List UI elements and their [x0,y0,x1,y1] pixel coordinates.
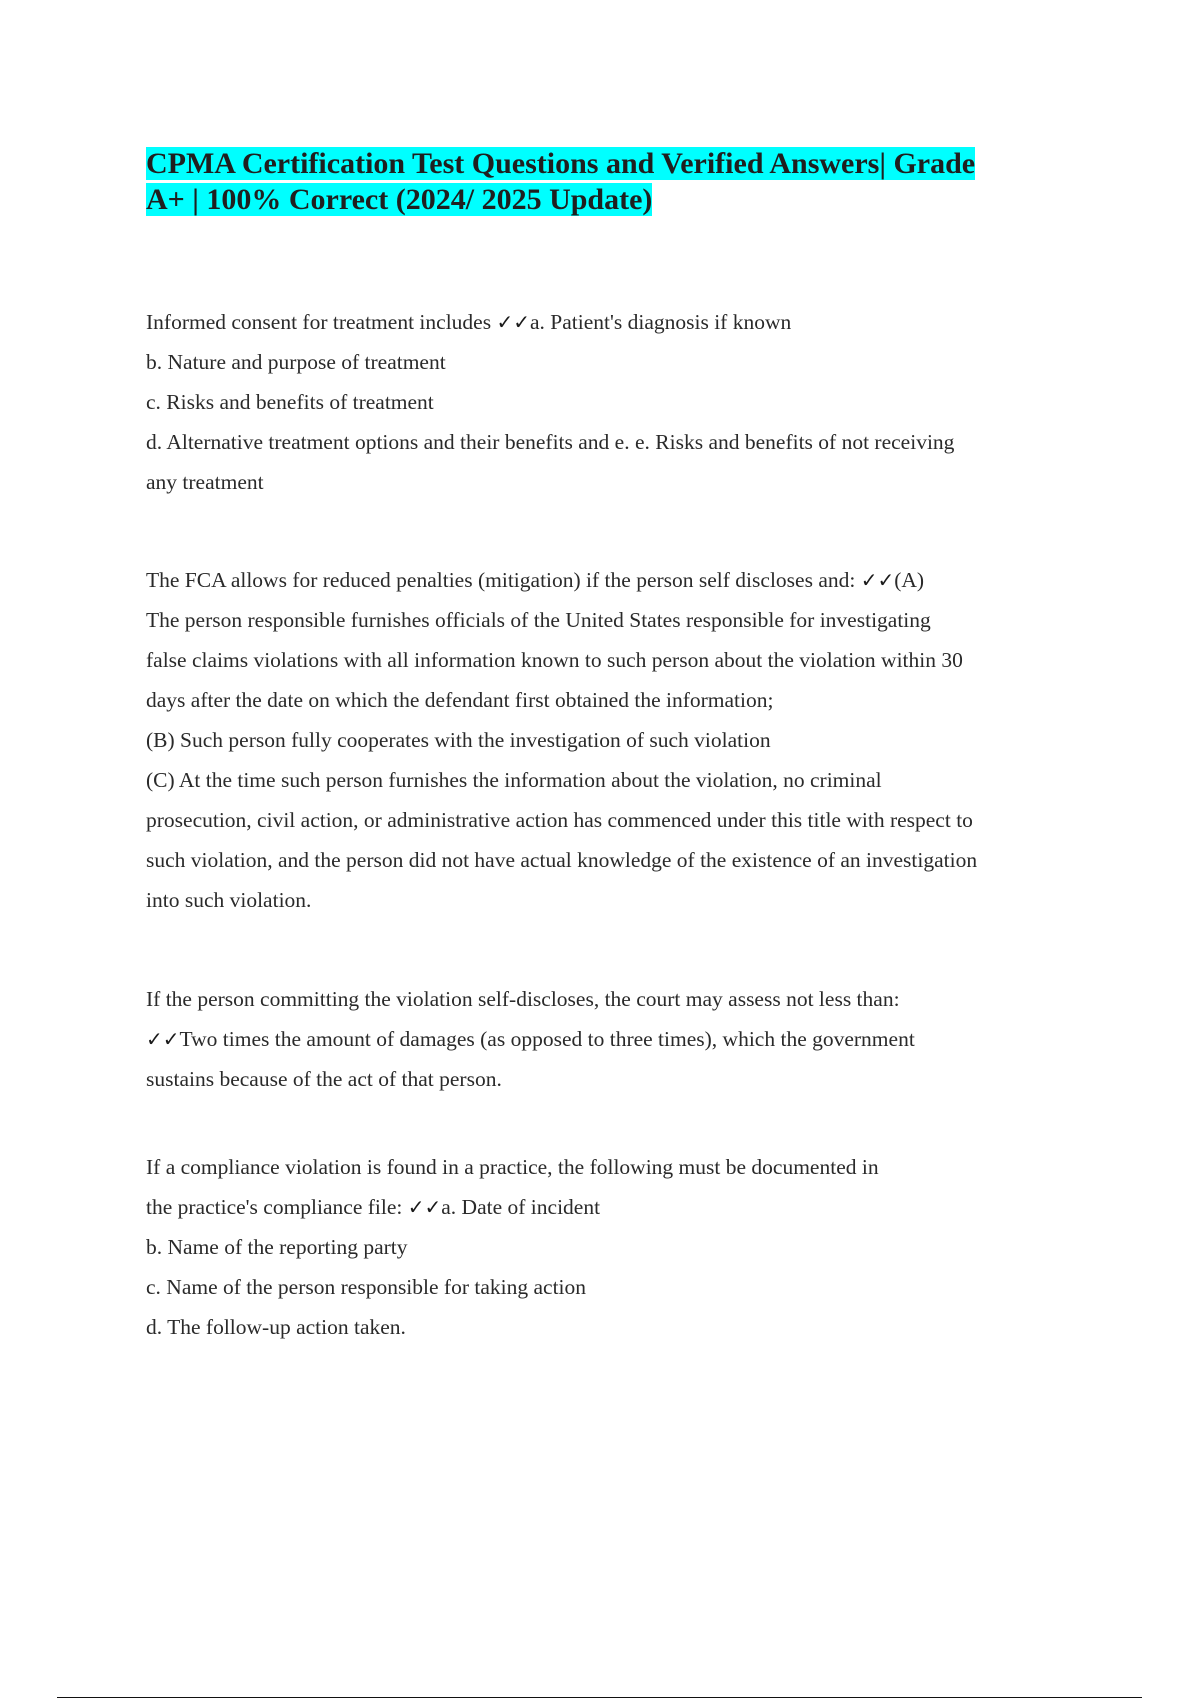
answer-text: (A) [894,568,925,592]
answer-line: such violation, and the person did not have actual knowledge of the existence of an investigation [146,848,978,872]
check-mark-icon: ✓✓ [146,1027,180,1051]
answer-line: (B) Such person fully cooperates with the investigation of such violation [146,728,771,752]
document-title [146,146,1076,218]
answer-line: b. Nature and purpose of treatment [146,350,446,374]
question-self-disclosure-damages [146,979,1096,1099]
answer-line: c. Risks and benefits of treatment [146,390,434,414]
answer-line: d. The follow-up action taken. [146,1315,406,1339]
answer-text: a. Patient's diagnosis if known [529,310,792,334]
answer-line: (C) At the time such person furnishes the information about the violation, no criminal [146,768,882,792]
answer-line [146,1019,1096,1059]
question-text: The FCA allows for reduced penalties (mitigation) if the person self discloses and: [146,568,861,592]
check-mark-icon: ✓✓ [860,568,895,592]
check-mark-icon: ✓✓ [496,310,530,334]
answer-text: Two times the amount of damages (as opposed to three times), which the government [179,1027,915,1051]
question-line [146,302,1096,342]
answer-line: The person responsible furnishes officials of the United States responsible for investigating [146,608,931,632]
answer-line: b. Name of the reporting party [146,1235,408,1259]
question-compliance-file [146,1147,1096,1347]
answer-line: sustains because of the act of that person. [146,1067,502,1091]
page-bottom-rule [57,1697,1142,1698]
title-line-1: CPMA Certification Test Questions and Verified Answers| Grade [146,147,976,180]
answer-line: prosecution, civil action, or administrative action has commenced under this title with respect to [146,808,973,832]
check-mark-icon: ✓✓ [407,1195,442,1219]
answer-line: into such violation. [146,888,312,912]
answer-line: any treatment [146,470,264,494]
answer-line: d. Alternative treatment options and their benefits and e. e. Risks and benefits of not receiving [146,430,955,454]
question-text: Informed consent for treatment includes [146,310,497,334]
question-fca-mitigation [146,560,1096,920]
answer-line: days after the date on which the defendant first obtained the information; [146,688,774,712]
question-informed-consent [146,302,1096,502]
question-text: the practice's compliance file: [146,1195,408,1219]
question-line [146,1187,1096,1227]
answer-line: c. Name of the person responsible for taking action [146,1275,587,1299]
title-line-2: A+ | 100% Correct (2024/ 2025 Update) [146,183,653,216]
answer-line: false claims violations with all information known to such person about the violation within 30 [146,648,963,672]
question-line [146,560,1096,600]
question-line: If a compliance violation is found in a practice, the following must be documented in [146,1155,879,1179]
question-line: If the person committing the violation self-discloses, the court may assess not less than: [146,987,900,1011]
answer-text: a. Date of incident [441,1195,601,1219]
